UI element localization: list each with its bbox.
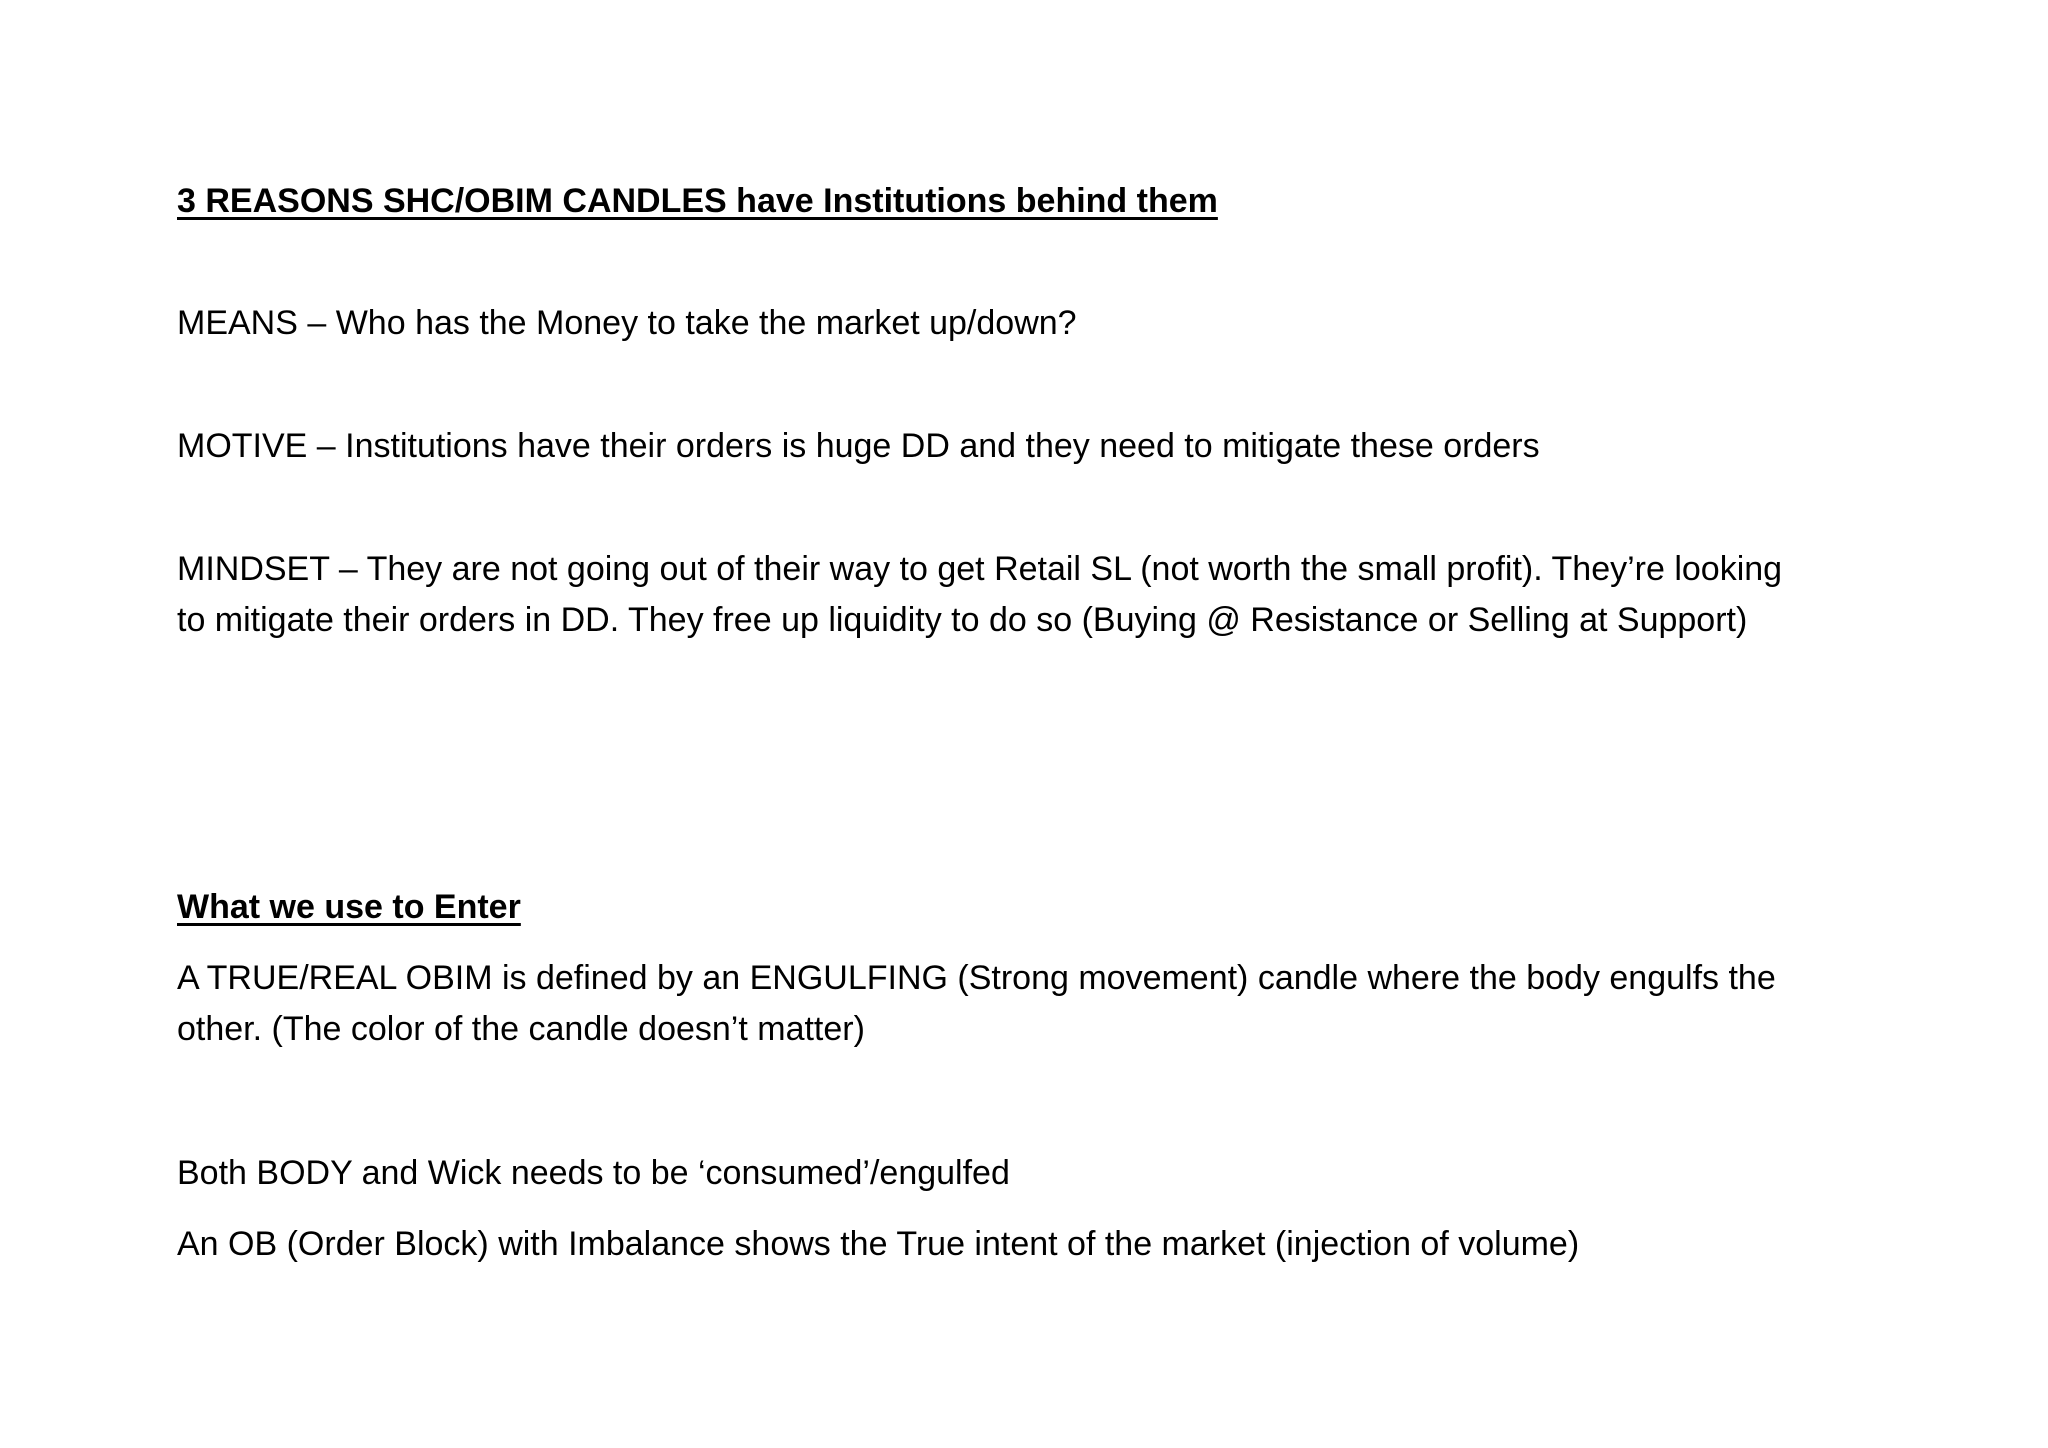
obim-line-2: other. (The color of the candle doesn’t matter) bbox=[177, 1010, 865, 1048]
consumed-paragraph: Both BODY and Wick needs to be ‘consumed’/engulfed bbox=[177, 1154, 1010, 1192]
motive-paragraph: MOTIVE – Institutions have their orders is huge DD and they need to mitigate these orders bbox=[177, 427, 1540, 465]
mindset-line-1: MINDSET – They are not going out of their way to get Retail SL (not worth the small profit). They’re looking bbox=[177, 550, 1783, 588]
imbalance-paragraph: An OB (Order Block) with Imbalance shows the True intent of the market (injection of volume) bbox=[177, 1225, 1580, 1263]
means-paragraph: MEANS – Who has the Money to take the market up/down? bbox=[177, 304, 1077, 342]
mindset-line-2: to mitigate their orders in DD. They free up liquidity to do so (Buying @ Resistance or Selling at Support) bbox=[177, 601, 1748, 639]
section-heading-reasons: 3 REASONS SHC/OBIM CANDLES have Institutions behind them bbox=[177, 182, 1218, 220]
section-heading-enter: What we use to Enter bbox=[177, 888, 521, 926]
mindset-paragraph bbox=[177, 544, 1897, 646]
obim-line-1: A TRUE/REAL OBIM is defined by an ENGULFING (Strong movement) candle where the body engulfs the bbox=[177, 959, 1776, 997]
obim-definition-paragraph bbox=[177, 953, 1897, 1055]
